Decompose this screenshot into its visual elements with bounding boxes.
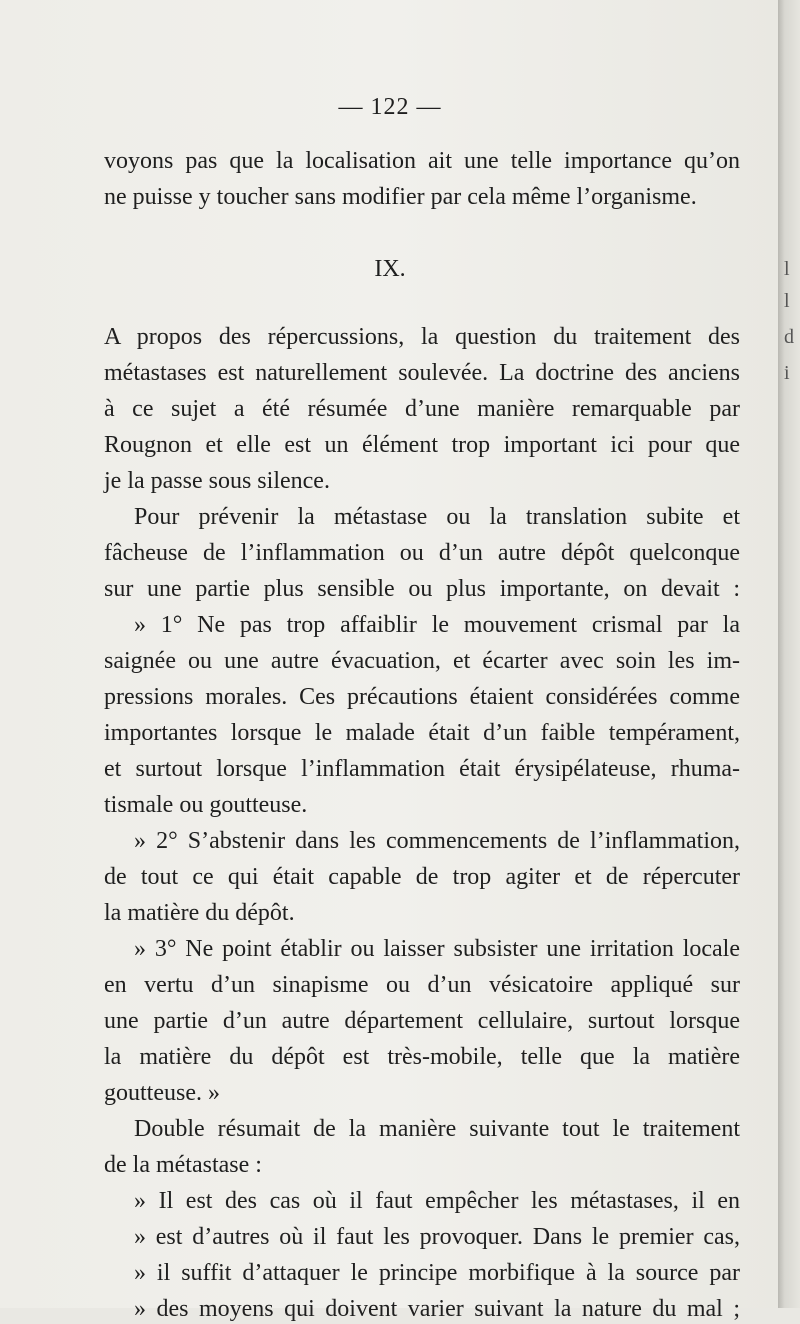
text-line: » il suffit d’attaquer le principe morbifique à la source par [134,1260,740,1286]
text-line: la matière du dépôt est très-mobile, telle que la matière [104,1044,740,1070]
text-line: métastases est naturellement soulevée. La doctrine des anciens [104,360,740,386]
text-line: » 3° Ne point établir ou laisser subsister une irritation locale [134,936,740,962]
text-line: de tout ce qui était capable de trop agiter et de répercuter [104,864,740,890]
text-line: fâcheuse de l’inflammation ou d’un autre dépôt quelconque [104,540,740,566]
facing-page-glyph: i [784,362,790,384]
text-line: Pour prévenir la métastase ou la translation subite et [134,504,740,530]
page-number: — 122 — [338,94,442,120]
text-line: » Il est des cas où il faut empêcher les métastases, il en [134,1188,740,1214]
facing-page-glyph: l [784,258,790,280]
text-line: pressions morales. Ces précautions étaient considérées comme [104,684,740,710]
text-line: je la passe sous silence. [104,468,330,494]
text-line: de la métastase : [104,1152,262,1178]
text-line: en vertu d’un sinapisme ou d’un vésicatoire appliqué sur [104,972,740,998]
section-heading: IX. [374,256,406,282]
text-line: » 2° S’abstenir dans les commencements de l’inflammation, [134,828,740,854]
text-line: sur une partie plus sensible ou plus importante, on devait : [104,576,740,602]
facing-page-glyph: l [784,290,790,312]
text-line: » des moyens qui doivent varier suivant la nature du mal ; [134,1296,740,1322]
text-line: saignée ou une autre évacuation, et écarter avec soin les im- [104,648,740,674]
text-line: » 1° Ne pas trop affaiblir le mouvement crismal par la [134,612,740,638]
text-line: et surtout lorsque l’inflammation était érysipélateuse, rhuma- [104,756,740,782]
text-line: » est d’autres où il faut les provoquer. Dans le premier cas, [134,1224,740,1250]
text-line: A propos des répercussions, la question du traitement des [104,324,740,350]
text-line: importantes lorsque le malade était d’un faible tempérament, [104,720,740,746]
text-line: voyons pas que la localisation ait une telle importance qu’on [104,148,740,174]
text-line: tismale ou goutteuse. [104,792,308,818]
text-line: ne puisse y toucher sans modifier par cela même l’organisme. [104,184,697,210]
facing-page-edge [778,0,800,1308]
text-line: Rougnon et elle est un élément trop important ici pour que [104,432,740,458]
text-line: une partie d’un autre département cellulaire, surtout lorsque [104,1008,740,1034]
text-line: à ce sujet a été résumée d’une manière remarquable par [104,396,740,422]
facing-page-glyph: d [784,326,794,348]
text-line: Double résumait de la manière suivante tout le traitement [134,1116,740,1142]
text-line: goutteuse. » [104,1080,220,1106]
text-line: la matière du dépôt. [104,900,295,926]
